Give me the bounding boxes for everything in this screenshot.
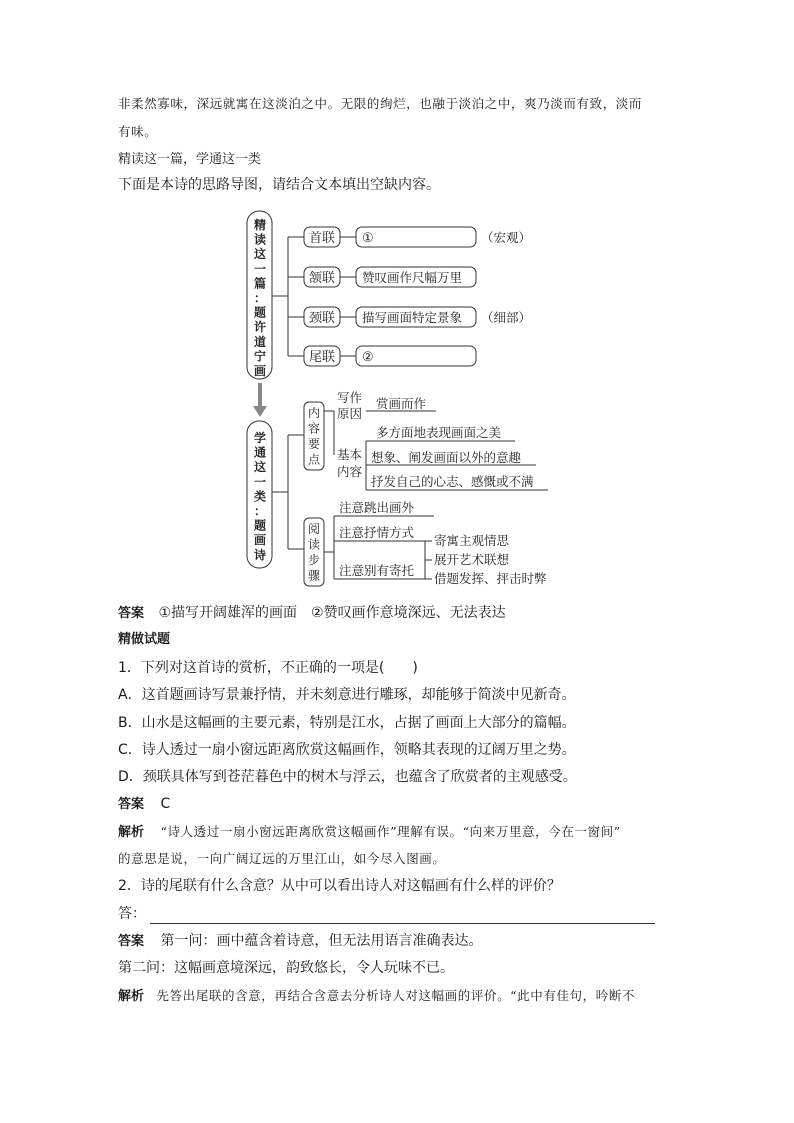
reading-sub-3: 借题发挥、抨击时弊 <box>434 571 547 586</box>
bottom-root-char: 类 <box>253 489 267 504</box>
top-root-char: 篇 <box>253 276 267 291</box>
mindmap-answer <box>118 603 506 624</box>
q2-answer-line-2: 第二问：这幅画意境深远，韵致悠长，令人玩味不已。 <box>118 960 454 976</box>
basic-label-2: 内容 <box>337 464 363 479</box>
bottom-root-char: 画 <box>253 533 267 548</box>
couplet-label-4: 尾联 <box>308 350 336 365</box>
q1-analysis-line-1 <box>118 822 621 843</box>
basic-item-1: 多方面地表现画面之美 <box>376 425 502 440</box>
content-points-char: 容 <box>307 421 321 436</box>
couplet-content-box-4 <box>356 346 476 366</box>
reading-sub-1: 寄寓主观情思 <box>434 533 510 548</box>
bottom-root-char: 通 <box>253 445 267 460</box>
couplet-note-1: （宏观） <box>481 230 532 245</box>
q2-analysis-text-1: 先答出尾联的含意，再结合含意去分析诗人对这幅画的评价。“此中有佳句，吟断不 <box>156 988 636 1003</box>
q1-analysis-text-1: “诗人透过一扇小窗远距离欣赏这幅画作”理解有误。“向来万里意，今在一窗间” <box>160 824 621 839</box>
content-points-char: 内 <box>307 406 321 420</box>
top-root-char: ： <box>253 291 267 305</box>
basic-label-1: 基本 <box>337 447 363 462</box>
top-root-char: 许 <box>253 320 267 335</box>
q2-answer <box>118 931 482 952</box>
mindmap-answer-text: ①描写开阔雄浑的画面 ②赞叹画作意境深远、无法表达 <box>158 605 506 621</box>
down-arrow-icon <box>253 406 267 417</box>
q1-analysis-label: 解析 <box>118 825 145 840</box>
reading-steps-char: 读 <box>307 537 321 552</box>
mindmap-answer-label: 答案 <box>118 606 145 621</box>
couplet-label-2: 颔联 <box>308 271 336 286</box>
q1-option-d: D．颈联具体写到苍茫暮色中的树木与浮云，也蕴含了欣赏者的主观感受。 <box>118 769 577 785</box>
q2-answer-field[interactable] <box>118 904 655 924</box>
couplet-content-box-1 <box>356 227 476 247</box>
couplet-content-1: ① <box>362 231 374 246</box>
bottom-root-label <box>254 430 266 562</box>
reason-label-1: 写作 <box>337 390 363 405</box>
top-root-label <box>253 217 266 378</box>
top-root-char: 宁 <box>253 349 267 364</box>
reading-steps-char: 阅 <box>307 522 321 536</box>
q1-option-c: C．诗人透过一扇小窗远距离欣赏这幅画作，领略其表现的辽阔万里之势。 <box>118 742 576 758</box>
content-points-char: 要 <box>307 437 321 451</box>
top-root-char: 题 <box>253 305 267 320</box>
bottom-root-char: 诗 <box>253 547 267 562</box>
practice-title: 精做试题 <box>118 632 171 647</box>
reason-label-2: 原因 <box>337 406 363 421</box>
bottom-root-char: 学 <box>253 431 267 445</box>
reading-sub-2: 展开艺术联想 <box>434 552 510 567</box>
basic-item-3: 抒发自己的心志、感慨或不满 <box>371 474 534 489</box>
couplet-content-4: ② <box>362 350 374 365</box>
q1-analysis-line-2: 的意思是说，一向广阔辽远的万里江山，如今尽入图画。 <box>118 851 446 866</box>
couplet-note-3: （细部） <box>481 310 532 325</box>
q1-answer-label: 答案 <box>118 797 145 812</box>
intro-line-1: 非柔然寡味，深远就寓在这淡泊之中。无限的绚烂，也融于淡泊之中，爽乃淡而有致，淡而 <box>118 96 643 111</box>
bottom-root-char: 题 <box>253 518 267 533</box>
couplet-label-3: 颈联 <box>308 311 336 326</box>
q2-answer-line-1: 第一问：画中蕴含着诗意，但无法用语言准确表达。 <box>160 933 483 949</box>
section-title: 精读这一篇，学通这一类 <box>118 152 262 167</box>
instruction: 下面是本诗的思路导图，请结合文本填出空缺内容。 <box>118 177 440 193</box>
top-root-char: 一 <box>253 261 267 276</box>
top-root-char: 道 <box>253 334 267 349</box>
q2-answer-prefix: 答： <box>118 906 146 922</box>
top-root-char: 这 <box>253 247 267 262</box>
reading-step-1: 注意跳出画外 <box>339 500 415 515</box>
couplet-label-1: 首联 <box>308 231 336 246</box>
bottom-root-char: ： <box>253 504 267 518</box>
top-root-char: 画 <box>253 364 267 378</box>
q2-analysis <box>118 986 635 1007</box>
q2-stem: 2．诗的尾联有什么含意？从中可以看出诗人对这幅画有什么样的评价？ <box>118 878 561 894</box>
couplet-content-3: 描写画面特定景象 <box>362 310 463 325</box>
reading-steps-char: 骤 <box>307 568 321 583</box>
basic-item-2: 想象、阐发画面以外的意趣 <box>371 450 522 465</box>
q1-answer <box>118 794 170 815</box>
q2-answer-blank[interactable] <box>150 909 655 924</box>
content-points-char: 点 <box>307 452 321 467</box>
top-root-char: 精 <box>253 218 267 232</box>
bottom-root-char: 这 <box>253 460 267 475</box>
bottom-root-char: 一 <box>253 474 267 489</box>
q2-analysis-label: 解析 <box>118 989 145 1004</box>
reading-step-3: 注意别有寄托 <box>339 563 415 578</box>
couplet-content-2: 赞叹画作尺幅万里 <box>362 270 463 285</box>
top-root-char: 读 <box>253 232 267 247</box>
q1-answer-value: C <box>160 796 171 812</box>
q1-option-a: A．这首题画诗写景兼抒情，并未刻意进行雕琢，却能够于简淡中见新奇。 <box>118 687 576 703</box>
q2-answer-label: 答案 <box>118 934 145 949</box>
reading-steps-label <box>308 522 320 583</box>
q1-stem: 1．下列对这首诗的赏析，不正确的一项是( ) <box>118 660 418 676</box>
reading-steps-char: 步 <box>307 553 321 567</box>
reason-value: 赏画而作 <box>376 396 427 411</box>
q1-option-b: B．山水是这幅画的主要元素，特别是江水，占据了画面上大部分的篇幅。 <box>118 715 576 731</box>
reading-step-2: 注意抒情方式 <box>339 525 415 540</box>
intro-line-2: 有味。 <box>118 124 158 139</box>
